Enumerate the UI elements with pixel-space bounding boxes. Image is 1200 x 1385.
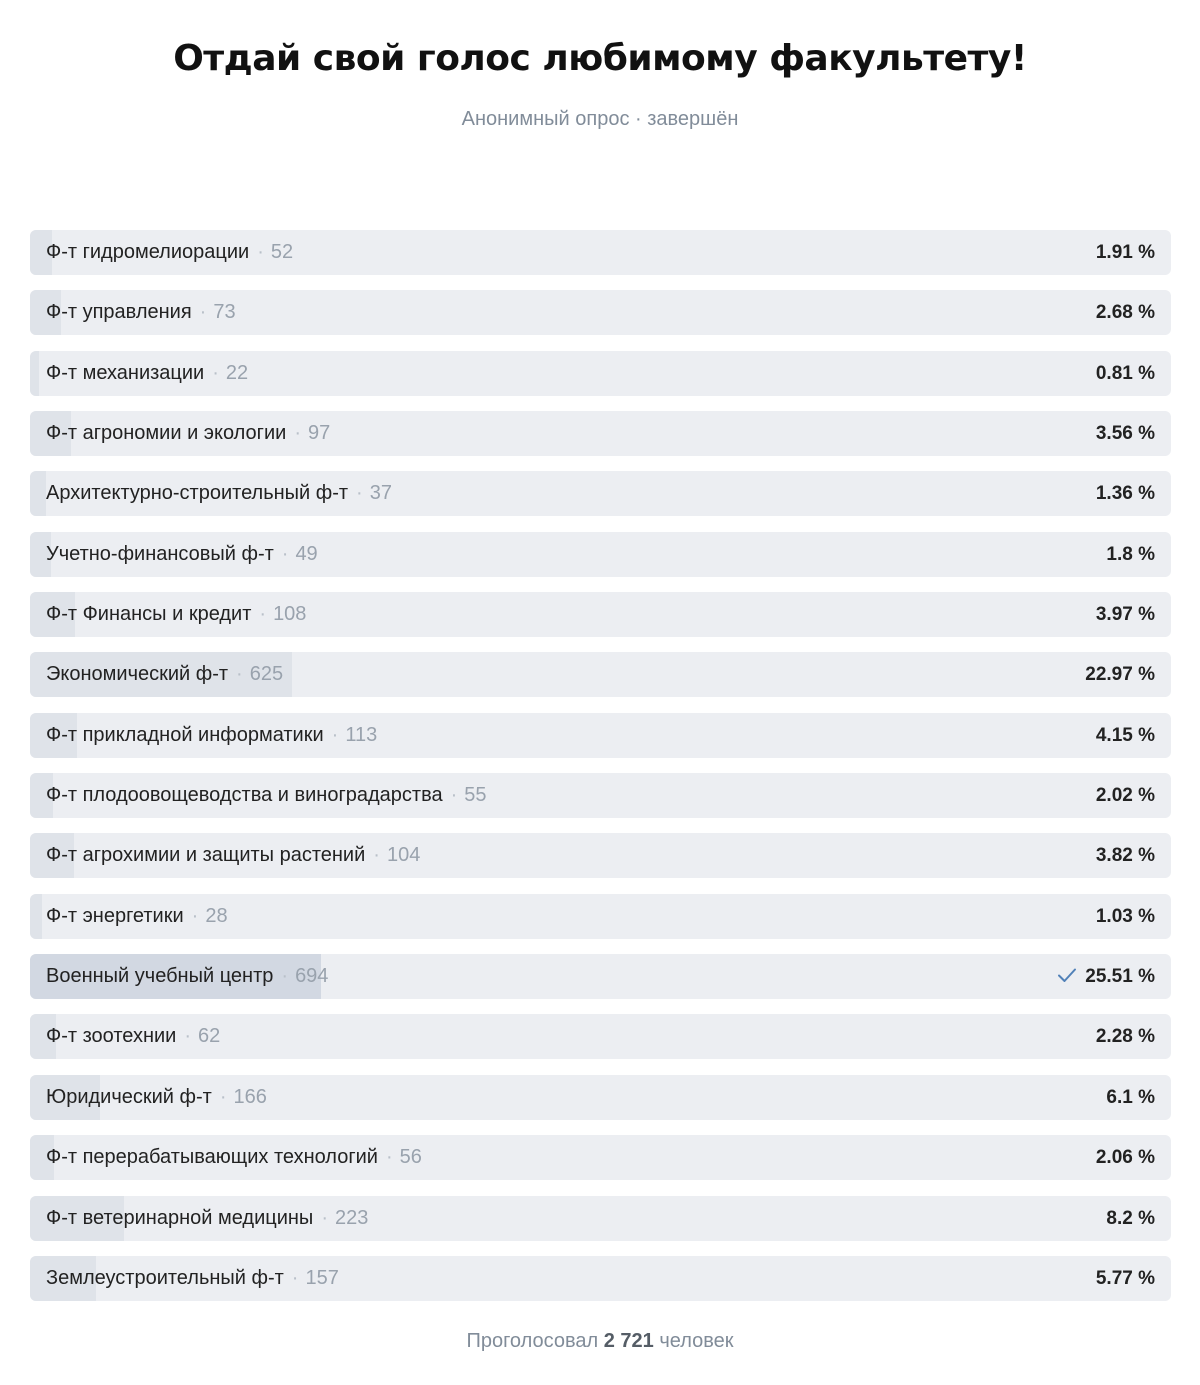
poll-option-label: Военный учебный центр	[46, 965, 274, 988]
poll-option[interactable]	[30, 833, 1171, 878]
poll-option-percent: 0.81 %	[1095, 362, 1155, 384]
poll-option-label: Юридический ф-т	[46, 1085, 212, 1108]
poll-title: Отдай свой голос любимому факультету!	[173, 38, 1027, 79]
poll-option-fill-bar	[30, 471, 46, 516]
poll-option-separator: ·	[321, 1206, 328, 1229]
poll-option[interactable]	[30, 290, 1171, 335]
poll-option-text	[46, 351, 248, 396]
poll-option-label: Ф-т агрономии и экологии	[46, 422, 287, 445]
poll-option[interactable]	[30, 411, 1171, 456]
poll-option-percent: 25.51 %	[1085, 966, 1155, 988]
poll-option-separator: ·	[199, 301, 207, 324]
poll-option-label: Ф-т агрохимии и защиты растений	[46, 844, 366, 867]
poll-option-result	[1096, 290, 1155, 335]
poll-option-result	[1096, 411, 1155, 456]
poll-option-result	[1096, 713, 1155, 758]
poll-option-result	[1096, 833, 1155, 878]
poll-option-percent: 1.91 %	[1095, 242, 1155, 263]
poll-option-result	[1096, 592, 1155, 637]
poll-option-label: Архитектурно-строительный ф-т	[46, 482, 349, 505]
poll-option-text	[46, 1075, 267, 1120]
footer-suffix: человек	[659, 1330, 734, 1352]
poll-option-text	[46, 290, 236, 335]
poll-option-fill-bar	[30, 351, 39, 396]
poll-option-percent: 5.77 %	[1095, 1267, 1155, 1289]
poll-option-result	[1106, 1075, 1155, 1120]
poll-option-vote-count: 104	[386, 844, 421, 867]
poll-option-percent: 3.82 %	[1095, 845, 1155, 867]
poll-option-vote-count: 55	[464, 784, 487, 807]
poll-option[interactable]	[30, 1075, 1171, 1120]
poll-option-vote-count: 28	[205, 904, 228, 927]
poll-option-percent: 2.68 %	[1095, 302, 1155, 324]
poll-option-result	[1106, 1196, 1155, 1241]
poll-option-separator: ·	[450, 784, 458, 807]
poll-option-percent: 3.97 %	[1095, 604, 1155, 626]
poll-option-text	[46, 954, 328, 999]
poll-option-vote-count: 166	[233, 1085, 267, 1108]
poll-option-text	[46, 1014, 220, 1059]
poll-option-separator: ·	[259, 603, 267, 626]
poll-option-vote-count: 625	[249, 663, 284, 686]
poll-option-result	[1106, 532, 1155, 577]
poll-option[interactable]	[30, 471, 1171, 516]
poll-option-percent: 3.56 %	[1095, 423, 1155, 445]
poll-option[interactable]	[30, 773, 1171, 818]
poll-option[interactable]	[30, 532, 1171, 577]
poll-option-vote-count: 62	[198, 1025, 221, 1048]
poll-option-separator: ·	[191, 904, 199, 927]
poll-option-percent: 2.02 %	[1095, 785, 1155, 807]
poll-option-separator: ·	[356, 482, 363, 505]
poll-option-text	[46, 532, 318, 577]
poll-option[interactable]	[30, 592, 1171, 637]
poll-option-text	[46, 652, 283, 697]
poll-option-percent: 8.2 %	[1106, 1207, 1155, 1229]
poll-option-vote-count: 694	[295, 965, 329, 988]
poll-option-vote-count: 37	[369, 482, 392, 505]
poll-option-separator: ·	[257, 241, 264, 263]
poll-option-separator: ·	[219, 1085, 227, 1108]
poll-option-result	[1096, 471, 1155, 516]
check-icon	[1057, 967, 1077, 983]
poll-option-separator: ·	[212, 361, 219, 384]
poll-option-vote-count: 113	[345, 723, 378, 746]
poll-option-label: Землеустроительный ф-т	[46, 1266, 284, 1289]
poll-option-label: Ф-т гидромелиорации	[46, 241, 250, 263]
poll-option-text	[46, 773, 487, 818]
poll-option[interactable]	[30, 1135, 1171, 1180]
poll-option-separator: ·	[281, 965, 289, 988]
poll-option-percent: 1.36 %	[1095, 483, 1155, 505]
poll-option-separator: ·	[294, 422, 301, 445]
poll-option-vote-count: 73	[213, 301, 236, 324]
poll-options-list	[30, 230, 1171, 1316]
poll-option-text	[46, 1256, 339, 1301]
poll-option[interactable]	[30, 713, 1171, 758]
poll-option-percent: 2.06 %	[1095, 1147, 1155, 1169]
footer-prefix: Проголосовал	[466, 1330, 599, 1352]
poll-option-label: Ф-т управления	[46, 301, 192, 324]
poll-option-percent: 1.8 %	[1106, 543, 1155, 565]
footer-total-voters: 2 721	[603, 1330, 654, 1352]
poll-option[interactable]	[30, 652, 1171, 697]
poll-option-text	[46, 230, 293, 275]
poll-option-label: Экономический ф-т	[46, 663, 229, 686]
poll-option-text	[46, 592, 306, 637]
poll-option-fill-bar	[30, 894, 42, 939]
poll-subtitle: Анонимный опрос · завершён	[461, 108, 739, 130]
poll-option-label: Учетно-финансовый ф-т	[46, 542, 274, 565]
poll-option-vote-count: 22	[225, 361, 249, 384]
poll-option-result	[1096, 773, 1155, 818]
poll-option-percent: 6.1 %	[1106, 1086, 1155, 1108]
poll-option-vote-count: 157	[305, 1266, 339, 1289]
poll-option-result	[1085, 652, 1155, 697]
poll-footer	[0, 1330, 1200, 1353]
poll-option-separator: ·	[236, 663, 243, 686]
poll-option[interactable]	[30, 1196, 1171, 1241]
poll-option[interactable]	[30, 1256, 1171, 1301]
poll-option-result	[1096, 894, 1155, 939]
poll-option-separator: ·	[331, 723, 339, 746]
poll-option-separator: ·	[184, 1025, 192, 1048]
poll-option-percent: 4.15 %	[1095, 724, 1155, 746]
poll-option-text	[46, 1135, 422, 1180]
poll-option-separator: ·	[385, 1146, 393, 1169]
poll-option-label: Ф-т плодоовощеводства и виноградарства	[46, 784, 443, 807]
poll-option[interactable]	[30, 230, 1171, 275]
poll-option-result	[1096, 1014, 1155, 1059]
poll-option[interactable]	[30, 1014, 1171, 1059]
poll-option-label: Ф-т механизации	[46, 361, 205, 384]
poll-option-result	[1096, 230, 1155, 275]
poll-option-result	[1096, 1135, 1155, 1180]
poll-option[interactable]	[30, 351, 1171, 396]
poll-option-result	[1096, 1256, 1155, 1301]
poll-option-text	[46, 833, 420, 878]
poll-option-separator: ·	[291, 1266, 299, 1289]
poll-option-text	[46, 471, 392, 516]
poll-option[interactable]	[30, 954, 1171, 999]
poll-option-result	[1096, 351, 1155, 396]
poll-option-vote-count: 49	[295, 542, 318, 565]
poll-option-percent: 22.97 %	[1085, 664, 1155, 686]
poll-option-label: Ф-т прикладной информатики	[46, 723, 324, 746]
poll-option-label: Ф-т зоотехнии	[46, 1025, 177, 1048]
poll-option-vote-count: 97	[307, 422, 331, 445]
poll-option-label: Ф-т энергетики	[46, 904, 184, 927]
poll-option-text	[46, 894, 228, 939]
poll-option-text	[46, 411, 330, 456]
poll-option-text	[46, 1196, 368, 1241]
poll-option-percent: 2.28 %	[1095, 1026, 1155, 1048]
poll-option-text	[46, 713, 377, 758]
poll-option-percent: 1.03 %	[1095, 905, 1155, 927]
poll-option[interactable]	[30, 894, 1171, 939]
poll-option-vote-count: 56	[399, 1146, 422, 1169]
poll-option-result	[1057, 954, 1155, 999]
poll-option-label: Ф-т перерабатывающих технологий	[46, 1146, 378, 1169]
poll-option-vote-count: 223	[334, 1206, 369, 1229]
poll-option-label: Ф-т Финансы и кредит	[46, 603, 252, 626]
poll-option-separator: ·	[281, 542, 289, 565]
poll-option-separator: ·	[373, 844, 380, 867]
poll-option-vote-count: 52	[270, 241, 294, 263]
poll-option-vote-count: 108	[273, 603, 307, 626]
poll-option-label: Ф-т ветеринарной медицины	[46, 1206, 314, 1229]
